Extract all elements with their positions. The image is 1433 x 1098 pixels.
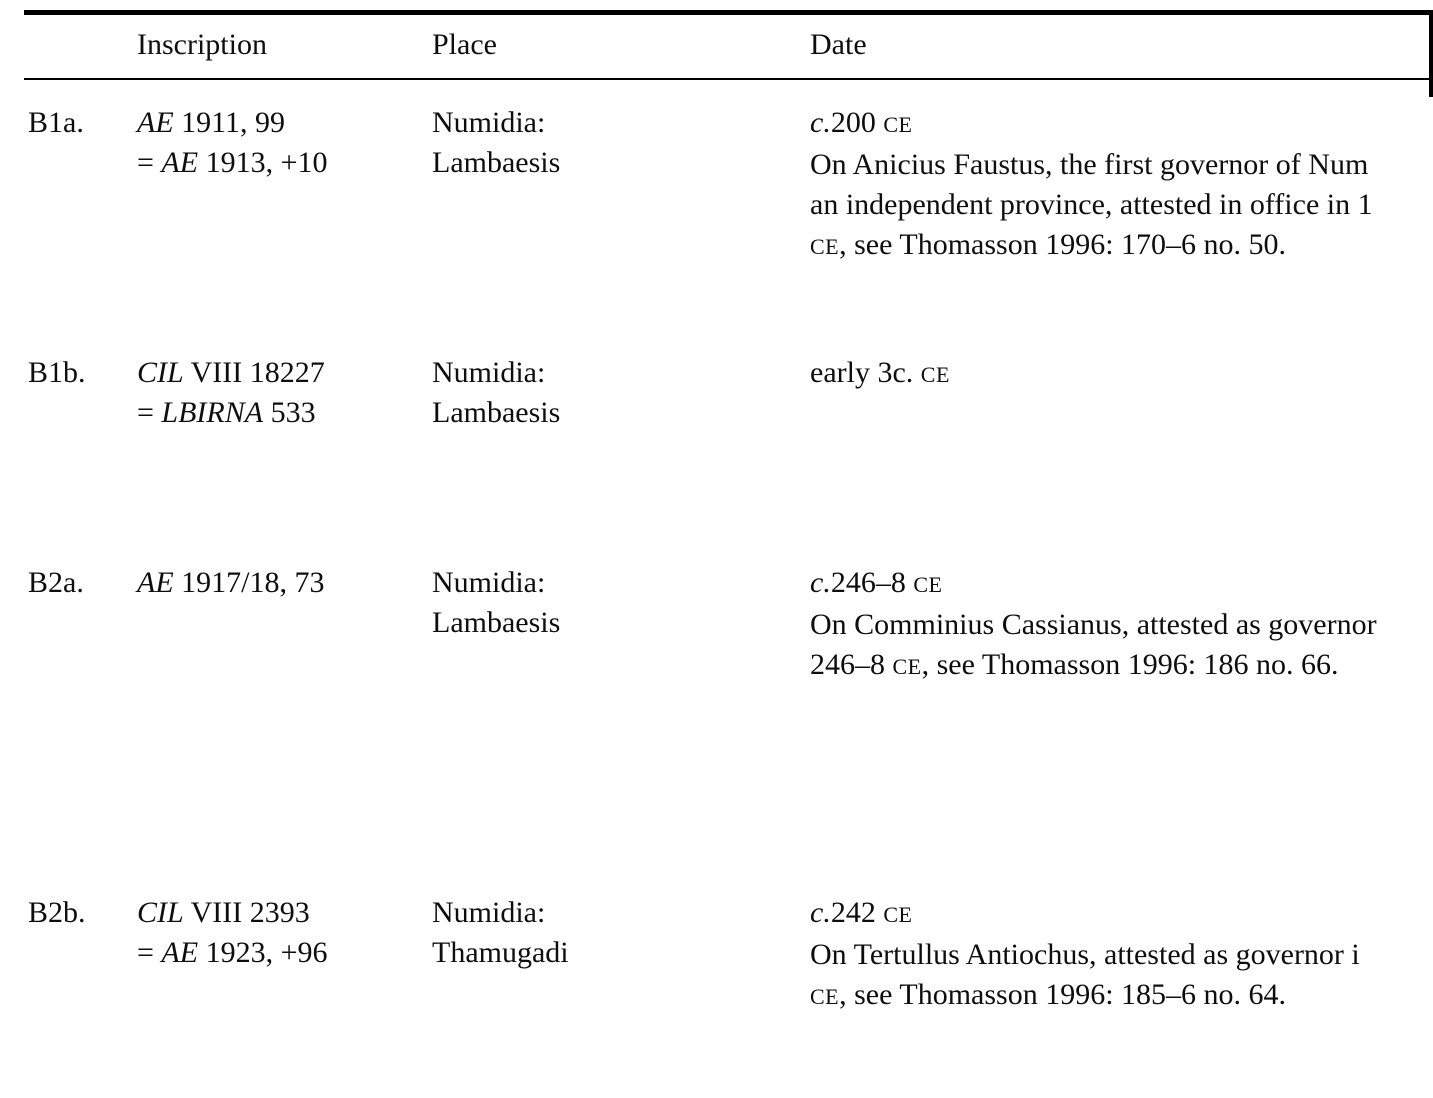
row-id — [28, 103, 84, 143]
plain-text: , see Thomasson 1996: 185–6 no. 64. — [839, 978, 1287, 1011]
text-line — [432, 563, 560, 603]
inscription-cell — [137, 563, 325, 603]
text-line — [137, 933, 328, 973]
table-top-rule — [24, 10, 1433, 15]
plain-text: Lambaesis — [432, 396, 561, 429]
plain-text: 1917/18, 73 — [173, 566, 325, 599]
text-line — [137, 353, 325, 393]
header-underline-rule — [24, 78, 1433, 80]
plain-text: = — [137, 146, 162, 179]
text-line — [432, 143, 560, 183]
date-cell — [810, 353, 950, 395]
text-line — [28, 893, 86, 933]
plain-text: 1913, +10 — [198, 146, 328, 179]
plain-text: an independent province, attested in office in 1 — [810, 188, 1373, 221]
italic-text: CIL — [137, 896, 184, 929]
plain-text: On Anicius Faustus, the first governor of Num — [810, 148, 1369, 181]
italic-text: AE — [161, 936, 199, 969]
plain-text: VIII 18227 — [183, 356, 325, 389]
plain-text: early 3c. — [810, 356, 921, 389]
era-smallcaps: CE — [892, 654, 922, 679]
text-line — [810, 103, 1373, 145]
row-id — [28, 563, 84, 603]
plain-text: B1b. — [28, 356, 86, 389]
right-edge-rule — [1429, 10, 1433, 97]
plain-text: B2b. — [28, 896, 86, 929]
plain-text: VIII 2393 — [183, 896, 310, 929]
text-line — [28, 563, 84, 603]
text-line — [432, 933, 569, 973]
date-cell — [810, 893, 1360, 1017]
plain-text: = — [137, 396, 162, 429]
plain-text: 1911, 99 — [173, 106, 286, 139]
plain-text: B2a. — [28, 566, 84, 599]
italic-text: c. — [810, 896, 831, 929]
plain-text: 200 — [830, 106, 884, 139]
date-cell — [810, 563, 1377, 687]
era-smallcaps: CE — [920, 362, 950, 387]
text-line — [810, 145, 1373, 185]
plain-text: Thamugadi — [432, 936, 569, 969]
row-id — [28, 353, 86, 393]
column-header-place: Place — [432, 28, 497, 61]
plain-text: Numidia: — [432, 106, 546, 139]
text-line — [810, 353, 950, 395]
text-line — [432, 353, 560, 393]
place-cell — [432, 103, 560, 183]
text-line — [810, 645, 1377, 687]
era-smallcaps: CE — [883, 902, 913, 927]
inscription-cell — [137, 353, 325, 433]
text-line — [137, 103, 328, 143]
text-line — [137, 893, 328, 933]
italic-text: c. — [810, 106, 831, 139]
text-line — [137, 143, 328, 183]
text-line — [28, 353, 86, 393]
plain-text: 246–8 — [830, 566, 914, 599]
text-line — [432, 893, 569, 933]
plain-text: Lambaesis — [432, 606, 561, 639]
plain-text: Numidia: — [432, 896, 546, 929]
row-id — [28, 893, 86, 933]
plain-text: , see Thomasson 1996: 186 no. 66. — [921, 648, 1339, 681]
text-line — [810, 563, 1377, 605]
italic-text: AE — [137, 566, 174, 599]
place-cell — [432, 563, 560, 643]
italic-text: AE — [137, 106, 174, 139]
text-line — [28, 103, 84, 143]
plain-text: = — [137, 936, 162, 969]
inscription-cell — [137, 103, 328, 183]
text-line — [810, 893, 1360, 935]
text-line — [810, 185, 1373, 225]
plain-text: 242 — [830, 896, 884, 929]
text-line — [137, 393, 325, 433]
italic-text: CIL — [137, 356, 184, 389]
date-cell — [810, 103, 1373, 267]
plain-text: Numidia: — [432, 356, 546, 389]
plain-text: On Comminius Cassianus, attested as governor — [810, 608, 1377, 641]
plain-text: , see Thomasson 1996: 170–6 no. 50. — [839, 228, 1287, 261]
column-header-date: Date — [810, 28, 867, 61]
text-line — [810, 225, 1373, 267]
plain-text: 1923, +96 — [198, 936, 328, 969]
plain-text: Lambaesis — [432, 146, 561, 179]
text-line — [432, 393, 560, 433]
plain-text: Numidia: — [432, 566, 546, 599]
text-line — [432, 103, 560, 143]
plain-text: B1a. — [28, 106, 84, 139]
era-smallcaps: CE — [913, 572, 943, 597]
plain-text: 246–8 — [810, 648, 893, 681]
place-cell — [432, 893, 569, 973]
text-line — [137, 563, 325, 603]
italic-text: c. — [810, 566, 831, 599]
era-smallcaps: CE — [883, 112, 913, 137]
italic-text: AE — [161, 146, 199, 179]
text-line — [810, 975, 1360, 1017]
era-smallcaps: CE — [810, 984, 840, 1009]
text-line — [810, 605, 1377, 645]
plain-text: On Tertullus Antiochus, attested as governor i — [810, 938, 1360, 971]
place-cell — [432, 353, 560, 433]
italic-text: LBIRNA — [161, 396, 264, 429]
text-line — [810, 935, 1360, 975]
column-header-inscription: Inscription — [137, 28, 267, 61]
era-smallcaps: CE — [810, 234, 840, 259]
plain-text: 533 — [263, 396, 316, 429]
text-line — [432, 603, 560, 643]
inscription-cell — [137, 893, 328, 973]
